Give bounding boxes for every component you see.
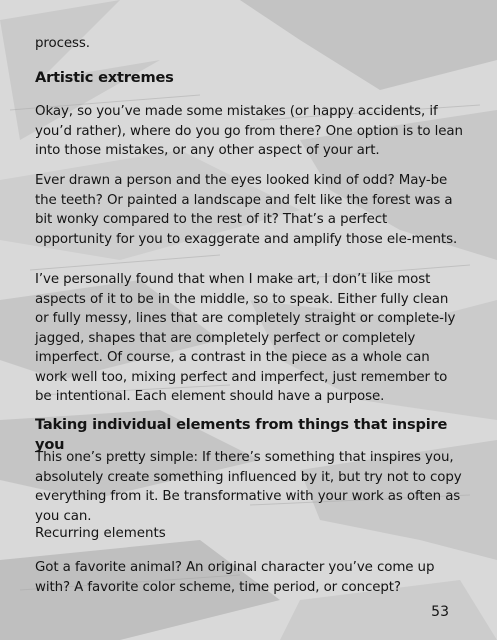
paragraph-3: I’ve personally found that when I make art, I don’t like most aspects of it to be in the middle, so to speak. Either fully clean or fully messy, lines that are completely straight or complete-ly jagged, shapes that are completely perfect or completely imperfect. Of course, a contrast in the piece as a whole can work well too, mixing perfect and imperfect, just remember to be intentional. Each element should have a purpose. bbox=[35, 272, 456, 404]
section-heading-artistic-extremes: Artistic extremes bbox=[35, 69, 174, 86]
paragraph-1: Okay, so you’ve made some mistakes (or happy accidents, if you’d rather), where do you go from there? One option is to lean into those mistakes, or any other aspect of your art. bbox=[35, 104, 463, 158]
paragraph-2: Ever drawn a person and the eyes looked kind of odd? May-be the teeth? Or painted a landscape and felt like the forest was a bit wonky compared to the rest of it? That’s a perfect opportunity for you to exaggerate and amplify those ele-ments. bbox=[35, 173, 458, 247]
paragraph-4: This one’s pretty simple: If there’s something that inspires you, absolutely create something influenced by it, but try not to copy everything from it. Be transformative with your work as often as you can. bbox=[35, 450, 462, 524]
top-fragment-text: process. bbox=[35, 36, 90, 51]
paragraph-5: Got a favorite animal? An original character you’ve come up with? A favorite color scheme, time period, or concept? bbox=[35, 560, 435, 595]
page-number: 53 bbox=[431, 604, 449, 620]
section-heading-taking-elements: Taking individual elements from things that inspire you bbox=[35, 416, 448, 453]
subheading-recurring-elements: Recurring elements bbox=[35, 526, 166, 541]
